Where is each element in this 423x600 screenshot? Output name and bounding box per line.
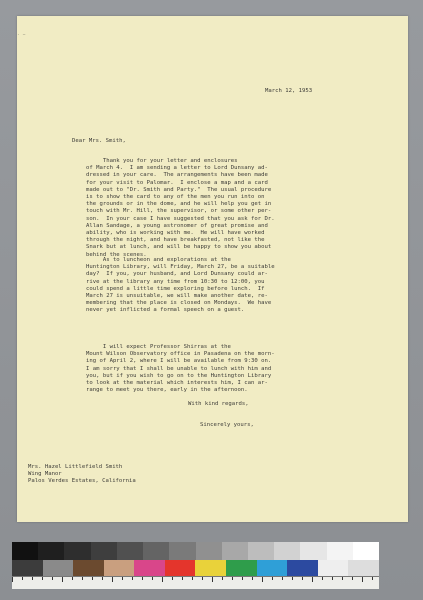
color-patch <box>287 560 318 576</box>
closing: With kind regards, <box>188 401 249 407</box>
color-patch <box>195 560 226 576</box>
ruler-tick <box>22 577 23 580</box>
color-patch <box>104 560 135 576</box>
ruler-tick <box>182 577 183 580</box>
ruler-tick <box>362 577 363 582</box>
scale-ruler <box>12 576 379 589</box>
paragraph-3: I will expect Professor Shirras at the Mount Wilson Observatory office in Pasadena on the morn- ing of April 2, where I will be available from 9:30 on. I am sorry that I shall be unable to lunch with him and you, but if you wish to go on to the Huntington Library to look at the material which interests him, I can ar- range to meet you there, early in the afternoon. <box>86 344 275 394</box>
ruler-tick <box>372 577 373 580</box>
paragraph-2: As to luncheon and explorations at the Huntington Library, will Friday, March 27, be a suitable day? If you, your husband, and Lord Dunsany could ar- rive at the library any time from 10:30 to 12:00, you could spend a little time exploring before lunch. If March 27 is unsuitable, we will make another date, re- membering that the place is closed on Mondays. We have never yet inflicted a formal speech on a guest. <box>86 257 275 314</box>
color-patch <box>134 560 165 576</box>
ruler-tick <box>242 577 243 580</box>
ruler-tick <box>232 577 233 580</box>
ruler-tick <box>312 577 313 582</box>
ruler-tick <box>12 577 13 582</box>
paragraph-1: Thank you for your letter and enclosures of March 4. I am sending a letter to Lord Dunsany ad- dressed in your care. The arrangements have been made for your visit to Palomar. I enclose a map and a card made out to "Dr. Smith and Party." The usual procedure is to show the card to any of the men you run into on the grounds or in the dome, and he will help you get in touch with Mr. Hill, the supervisor, or some other per- son. In your case I have suggested that you ask for Dr. Allan Sandage, a young astronomer of great promise and ability, who is working with me. He will have worked through the night, and have breakfasted, not like the Snark but at lunch, and will be happy to show you about behind the scenes. <box>86 158 275 258</box>
letter-date: March 12, 1953 <box>265 88 313 94</box>
ruler-tick <box>142 577 143 580</box>
ruler-tick <box>292 577 293 580</box>
gray-patch <box>196 542 222 560</box>
gray-patch <box>143 542 169 560</box>
color-patch <box>165 560 196 576</box>
ruler-tick <box>112 577 113 582</box>
ruler-tick <box>152 577 153 580</box>
gray-patch <box>353 542 379 560</box>
ruler-tick <box>342 577 343 580</box>
gray-patch <box>248 542 274 560</box>
ruler-tick <box>352 577 353 580</box>
ruler-tick <box>122 577 123 580</box>
ruler-tick <box>272 577 273 580</box>
color-patch <box>257 560 288 576</box>
ruler-tick <box>162 577 163 582</box>
gray-patch <box>91 542 117 560</box>
gray-patch <box>274 542 300 560</box>
ruler-tick <box>132 577 133 580</box>
ruler-tick <box>212 577 213 582</box>
ruler-tick <box>262 577 263 582</box>
color-patch <box>226 560 257 576</box>
ruler-tick <box>92 577 93 580</box>
color-patch <box>73 560 104 576</box>
color-patch <box>43 560 74 576</box>
gray-patch <box>38 542 64 560</box>
ruler-tick <box>202 577 203 580</box>
signoff: Sincerely yours, <box>200 422 254 428</box>
ruler-tick <box>82 577 83 580</box>
ruler-tick <box>32 577 33 580</box>
ruler-tick <box>72 577 73 580</box>
gray-patch <box>169 542 195 560</box>
ruler-tick <box>282 577 283 580</box>
ruler-tick <box>302 577 303 580</box>
color-patch <box>318 560 349 576</box>
page-mark: · — <box>17 32 26 37</box>
salutation: Dear Mrs. Smith, <box>72 138 126 144</box>
ruler-tick <box>172 577 173 580</box>
ruler-tick <box>222 577 223 580</box>
ruler-tick <box>192 577 193 580</box>
color-patch-row <box>12 560 379 576</box>
gray-patch <box>117 542 143 560</box>
ruler-tick <box>322 577 323 580</box>
gray-patch <box>12 542 38 560</box>
ruler-tick <box>42 577 43 580</box>
ruler-tick <box>252 577 253 580</box>
gray-scale-row <box>12 542 379 560</box>
ruler-tick <box>62 577 63 582</box>
color-calibration-target <box>12 542 379 590</box>
ruler-tick <box>102 577 103 580</box>
ruler-tick <box>332 577 333 580</box>
gray-patch <box>64 542 90 560</box>
ruler-tick <box>52 577 53 580</box>
color-patch <box>12 560 43 576</box>
color-patch <box>348 560 379 576</box>
gray-patch <box>327 542 353 560</box>
recipient-address: Mrs. Hazel Littlefield Smith Wing Manor Palos Verdes Estates, California <box>28 464 136 485</box>
gray-patch <box>222 542 248 560</box>
gray-patch <box>300 542 326 560</box>
